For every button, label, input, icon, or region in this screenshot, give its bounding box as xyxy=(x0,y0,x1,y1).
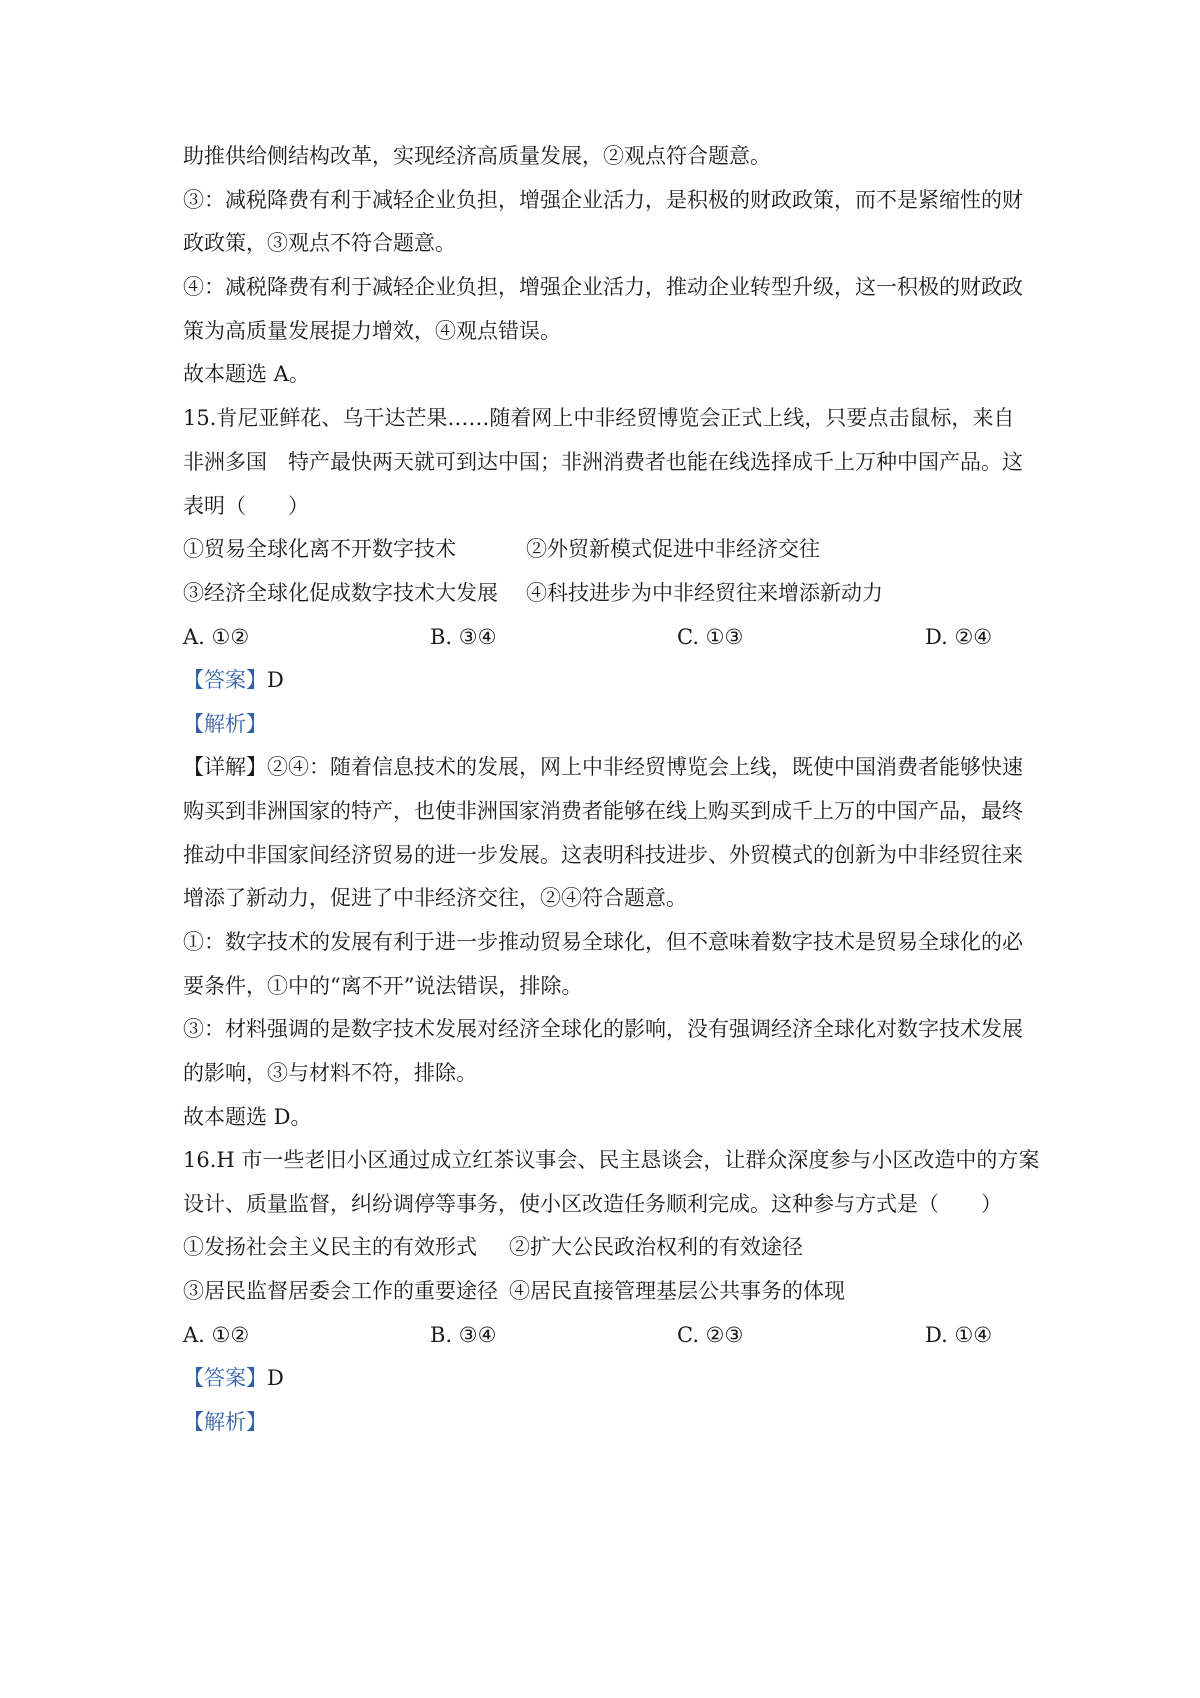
q16-analysis-line xyxy=(183,1408,267,1436)
q16-choice-a: A. ①② xyxy=(183,1323,250,1347)
q15-choice-d: D. ②④ xyxy=(925,625,993,649)
q16-statement-1: ①发扬社会主义民主的有效形式 xyxy=(183,1235,477,1259)
q15-stem-line: 非洲多国 特产最快两天就可到达中国；非洲消费者也能在线选择成千上万种中国产品。这 xyxy=(183,450,1023,474)
q15-detail-line: 的影响，③与材料不符，排除。 xyxy=(183,1061,477,1085)
q15-conclusion-line: 故本题选 D。 xyxy=(183,1105,312,1129)
q15-statement-3: ③经济全球化促成数字技术大发展 xyxy=(183,581,498,605)
q15-analysis-line xyxy=(183,710,267,738)
q16-statement-3: ③居民监督居委会工作的重要途径 xyxy=(183,1279,498,1303)
paragraph-line: 政政策，③观点不符合题意。 xyxy=(183,231,456,255)
q16-choice-c: C. ②③ xyxy=(677,1323,744,1347)
analysis-tag: 【解析】 xyxy=(183,712,267,736)
q15-detail-line: 增添了新动力，促进了中非经济交往，②④符合题意。 xyxy=(183,886,687,910)
answer-tag: 【答案】 xyxy=(183,1366,267,1390)
detail-tag: 【详解】 xyxy=(183,755,267,779)
q16-choice-d: D. ①④ xyxy=(925,1323,993,1347)
q15-choice-b: B. ③④ xyxy=(430,625,497,649)
q16-choice-b: B. ③④ xyxy=(430,1323,497,1347)
analysis-tag: 【解析】 xyxy=(183,1410,267,1434)
q15-statement-4: ④科技进步为中非经贸往来增添新动力 xyxy=(526,581,883,605)
q16-statement-4: ④居民直接管理基层公共事务的体现 xyxy=(509,1279,845,1303)
q15-choice-a: A. ①② xyxy=(183,625,250,649)
conclusion-line: 故本题选 A。 xyxy=(183,362,310,386)
q15-answer-line xyxy=(183,666,284,694)
q15-choice-c: C. ①③ xyxy=(677,625,744,649)
q15-detail-line xyxy=(183,753,1023,781)
paragraph-line: ④：减税降费有利于减轻企业负担，增强企业活力，推动企业转型升级，这一积极的财政政 xyxy=(183,275,1023,299)
q16-statement-2: ②扩大公民政治权利的有效途径 xyxy=(509,1235,803,1259)
paragraph-line: 策为高质量发展提力增效，④观点错误。 xyxy=(183,319,561,343)
q15-statement-2: ②外贸新模式促进中非经济交往 xyxy=(526,537,820,561)
answer-value: D xyxy=(267,1366,284,1390)
q15-stem-line: 15.肯尼亚鲜花、乌干达芒果……随着网上中非经贸博览会正式上线，只要点击鼠标，来自 xyxy=(183,406,1015,430)
q15-detail-line: 推动中非国家间经济贸易的进一步发展。这表明科技进步、外贸模式的创新为中非经贸往来 xyxy=(183,843,1023,867)
paragraph-line: ③：减税降费有利于减轻企业负担，增强企业活力，是积极的财政政策，而不是紧缩性的财 xyxy=(183,188,1023,212)
q15-stem-line: 表明（ ） xyxy=(183,494,309,518)
q15-statement-1: ①贸易全球化离不开数字技术 xyxy=(183,537,456,561)
q15-detail-line: 购买到非洲国家的特产，也使非洲国家消费者能够在线上购买到成千上万的中国产品，最终 xyxy=(183,799,1023,823)
answer-value: D xyxy=(267,668,284,692)
q16-answer-line xyxy=(183,1364,284,1392)
q16-stem-line: 设计、质量监督，纠纷调停等事务，使小区改造任务顺利完成。这种参与方式是（ ） xyxy=(183,1192,1002,1216)
answer-tag: 【答案】 xyxy=(183,668,267,692)
detail-text: ②④：随着信息技术的发展，网上中非经贸博览会上线，既使中国消费者能够快速 xyxy=(267,755,1023,779)
q16-stem-line: 16.H 市一些老旧小区通过成立红茶议事会、民主恳谈会，让群众深度参与小区改造中的方案 xyxy=(183,1148,1040,1172)
q15-detail-line: ③：材料强调的是数字技术发展对经济全球化的影响，没有强调经济全球化对数字技术发展 xyxy=(183,1017,1023,1041)
paragraph-line: 助推供给侧结构改革，实现经济高质量发展，②观点符合题意。 xyxy=(183,144,771,168)
q15-detail-line: ①：数字技术的发展有利于进一步推动贸易全球化，但不意味着数字技术是贸易全球化的必 xyxy=(183,930,1023,954)
q15-detail-line: 要条件，①中的“离不开”说法错误，排除。 xyxy=(183,974,583,998)
